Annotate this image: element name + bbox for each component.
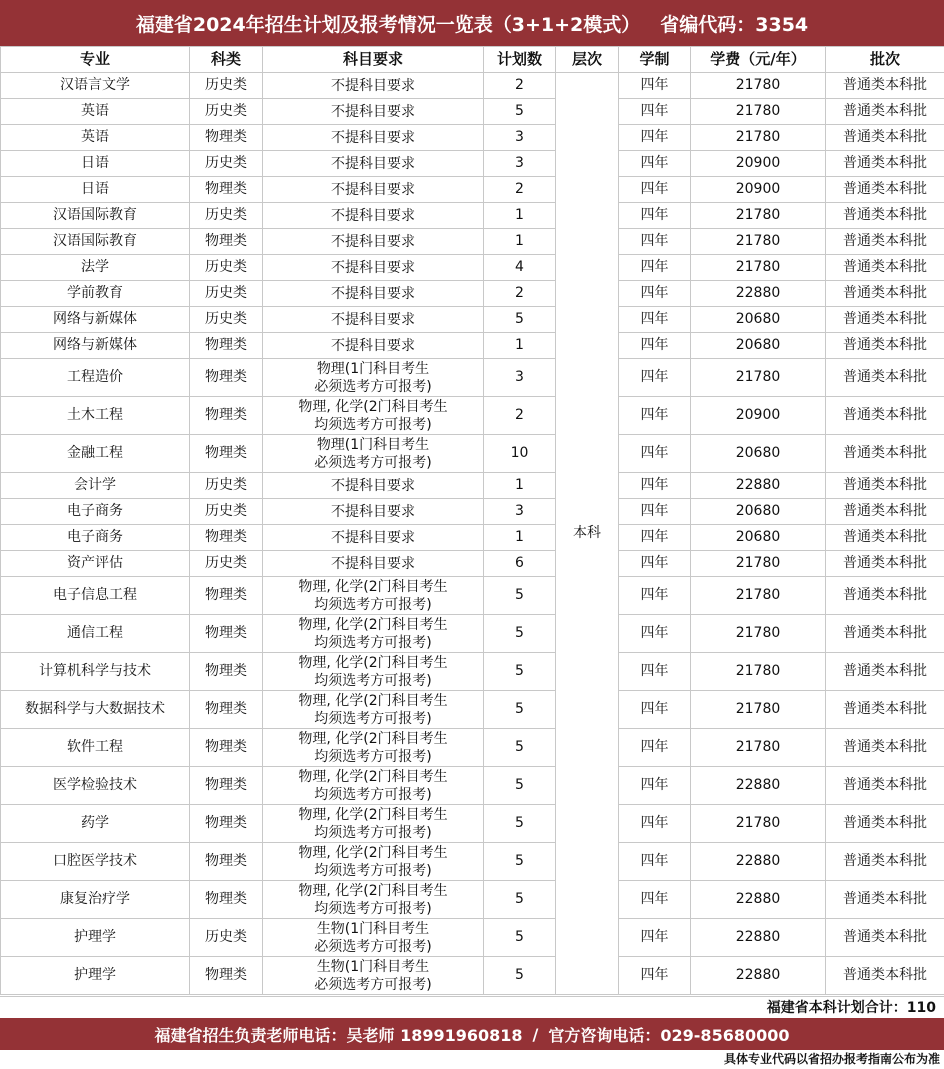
official-phone: 官方咨询电话：029-85680000 xyxy=(548,1025,790,1045)
requirement-line: 物理, 化学(2门科目考生 xyxy=(298,692,448,709)
cell-major: 电子商务 xyxy=(1,499,190,525)
table-row xyxy=(1,653,944,691)
cell-duration: 四年 xyxy=(619,881,691,919)
enrollment-plan-table xyxy=(0,46,944,995)
cell-plan-count: 5 xyxy=(484,957,556,995)
cell-category: 历史类 xyxy=(190,151,263,177)
requirement-line: 物理, 化学(2门科目考生 xyxy=(298,730,448,747)
cell-batch: 普通类本科批 xyxy=(826,281,944,307)
cell-major: 学前教育 xyxy=(1,281,190,307)
cell-tuition: 21780 xyxy=(691,359,826,397)
requirement-line: 生物(1门科目考生 xyxy=(316,920,430,937)
cell-subject-requirement xyxy=(263,435,484,473)
cell-duration: 四年 xyxy=(619,957,691,995)
cell-batch: 普通类本科批 xyxy=(826,229,944,255)
cell-tuition: 20680 xyxy=(691,333,826,359)
table-row xyxy=(1,767,944,805)
cell-category: 物理类 xyxy=(190,767,263,805)
cell-batch: 普通类本科批 xyxy=(826,73,944,99)
cell-tuition: 21780 xyxy=(691,653,826,691)
header-batch: 批次 xyxy=(826,47,944,73)
total-plan: 福建省本科计划合计：110 xyxy=(0,996,944,1018)
cell-category: 物理类 xyxy=(190,177,263,203)
table-row xyxy=(1,957,944,995)
cell-major: 土木工程 xyxy=(1,397,190,435)
cell-tuition: 21780 xyxy=(691,805,826,843)
cell-tuition: 21780 xyxy=(691,73,826,99)
cell-subject-requirement xyxy=(263,843,484,881)
header-plan-count: 计划数 xyxy=(484,47,556,73)
cell-category: 物理类 xyxy=(190,333,263,359)
requirement-line: 不提科目要求 xyxy=(331,503,415,520)
header-category: 科类 xyxy=(190,47,263,73)
cell-plan-count: 2 xyxy=(484,397,556,435)
cell-duration: 四年 xyxy=(619,125,691,151)
cell-category: 物理类 xyxy=(190,843,263,881)
requirement-line: 必须选考方可报考) xyxy=(314,454,432,471)
cell-batch: 普通类本科批 xyxy=(826,767,944,805)
cell-plan-count: 5 xyxy=(484,615,556,653)
cell-plan-count: 1 xyxy=(484,229,556,255)
cell-tuition: 21780 xyxy=(691,255,826,281)
cell-plan-count: 5 xyxy=(484,653,556,691)
cell-category: 物理类 xyxy=(190,957,263,995)
cell-subject-requirement xyxy=(263,73,484,99)
cell-tuition: 21780 xyxy=(691,99,826,125)
table-row xyxy=(1,397,944,435)
cell-subject-requirement xyxy=(263,281,484,307)
cell-plan-count: 5 xyxy=(484,691,556,729)
cell-major: 网络与新媒体 xyxy=(1,307,190,333)
cell-major: 网络与新媒体 xyxy=(1,333,190,359)
cell-subject-requirement xyxy=(263,99,484,125)
requirement-line: 不提科目要求 xyxy=(331,337,415,354)
cell-category: 历史类 xyxy=(190,281,263,307)
cell-subject-requirement xyxy=(263,177,484,203)
cell-batch: 普通类本科批 xyxy=(826,577,944,615)
requirement-line: 均须选考方可报考) xyxy=(314,786,432,803)
cell-category: 物理类 xyxy=(190,577,263,615)
requirement-line: 物理, 化学(2门科目考生 xyxy=(298,882,448,899)
province-code: 省编代码：3354 xyxy=(660,13,809,36)
table-row xyxy=(1,151,944,177)
cell-subject-requirement xyxy=(263,307,484,333)
cell-duration: 四年 xyxy=(619,255,691,281)
cell-tuition: 21780 xyxy=(691,615,826,653)
cell-category: 物理类 xyxy=(190,881,263,919)
cell-tuition: 20680 xyxy=(691,307,826,333)
cell-major: 软件工程 xyxy=(1,729,190,767)
requirement-line: 必须选考方可报考) xyxy=(314,378,432,395)
cell-batch: 普通类本科批 xyxy=(826,525,944,551)
cell-tuition: 20900 xyxy=(691,397,826,435)
cell-plan-count: 5 xyxy=(484,99,556,125)
requirement-line: 均须选考方可报考) xyxy=(314,416,432,433)
header-level: 层次 xyxy=(556,47,619,73)
table-row xyxy=(1,435,944,473)
cell-category: 物理类 xyxy=(190,729,263,767)
cell-duration: 四年 xyxy=(619,73,691,99)
requirement-line: 物理, 化学(2门科目考生 xyxy=(298,768,448,785)
cell-major: 资产评估 xyxy=(1,551,190,577)
requirement-line: 均须选考方可报考) xyxy=(314,862,432,879)
cell-tuition: 22880 xyxy=(691,473,826,499)
requirement-line: 均须选考方可报考) xyxy=(314,748,432,765)
cell-plan-count: 2 xyxy=(484,177,556,203)
table-body xyxy=(1,73,944,995)
table-row xyxy=(1,919,944,957)
table-row xyxy=(1,881,944,919)
cell-major: 日语 xyxy=(1,151,190,177)
cell-batch: 普通类本科批 xyxy=(826,151,944,177)
cell-plan-count: 2 xyxy=(484,73,556,99)
table-row xyxy=(1,203,944,229)
table-row xyxy=(1,229,944,255)
cell-tuition: 21780 xyxy=(691,125,826,151)
cell-plan-count: 3 xyxy=(484,125,556,151)
table-row xyxy=(1,281,944,307)
requirement-line: 不提科目要求 xyxy=(331,77,415,94)
requirement-line: 不提科目要求 xyxy=(331,155,415,172)
cell-subject-requirement xyxy=(263,653,484,691)
cell-duration: 四年 xyxy=(619,551,691,577)
table-row xyxy=(1,843,944,881)
cell-subject-requirement xyxy=(263,691,484,729)
cell-batch: 普通类本科批 xyxy=(826,435,944,473)
cell-plan-count: 4 xyxy=(484,255,556,281)
cell-duration: 四年 xyxy=(619,281,691,307)
cell-batch: 普通类本科批 xyxy=(826,551,944,577)
cell-duration: 四年 xyxy=(619,307,691,333)
requirement-line: 物理, 化学(2门科目考生 xyxy=(298,806,448,823)
cell-batch: 普通类本科批 xyxy=(826,615,944,653)
requirement-line: 均须选考方可报考) xyxy=(314,824,432,841)
cell-batch: 普通类本科批 xyxy=(826,473,944,499)
cell-plan-count: 1 xyxy=(484,203,556,229)
table-row xyxy=(1,525,944,551)
requirement-line: 均须选考方可报考) xyxy=(314,596,432,613)
cell-category: 物理类 xyxy=(190,359,263,397)
cell-category: 历史类 xyxy=(190,203,263,229)
cell-subject-requirement xyxy=(263,125,484,151)
cell-major: 金融工程 xyxy=(1,435,190,473)
cell-duration: 四年 xyxy=(619,577,691,615)
cell-duration: 四年 xyxy=(619,843,691,881)
table-row xyxy=(1,359,944,397)
cell-major: 工程造价 xyxy=(1,359,190,397)
cell-plan-count: 1 xyxy=(484,333,556,359)
cell-tuition: 22880 xyxy=(691,281,826,307)
cell-subject-requirement xyxy=(263,203,484,229)
table-row xyxy=(1,125,944,151)
cell-tuition: 21780 xyxy=(691,691,826,729)
cell-duration: 四年 xyxy=(619,435,691,473)
cell-duration: 四年 xyxy=(619,525,691,551)
requirement-line: 不提科目要求 xyxy=(331,555,415,572)
cell-subject-requirement xyxy=(263,881,484,919)
cell-duration: 四年 xyxy=(619,767,691,805)
header-duration: 学制 xyxy=(619,47,691,73)
cell-tuition: 21780 xyxy=(691,551,826,577)
requirement-line: 必须选考方可报考) xyxy=(314,976,432,993)
cell-level: 本科 xyxy=(556,73,619,995)
header-tuition: 学费（元/年） xyxy=(691,47,826,73)
cell-batch: 普通类本科批 xyxy=(826,805,944,843)
requirement-line: 物理(1门科目考生 xyxy=(316,436,430,453)
cell-category: 物理类 xyxy=(190,397,263,435)
requirement-line: 均须选考方可报考) xyxy=(314,634,432,651)
cell-plan-count: 5 xyxy=(484,307,556,333)
cell-batch: 普通类本科批 xyxy=(826,99,944,125)
page-title: 福建省2024年招生计划及报考情况一览表（3+1+2模式） xyxy=(135,13,641,36)
cell-duration: 四年 xyxy=(619,229,691,255)
requirement-line: 不提科目要求 xyxy=(331,207,415,224)
cell-duration: 四年 xyxy=(619,615,691,653)
cell-plan-count: 5 xyxy=(484,729,556,767)
cell-batch: 普通类本科批 xyxy=(826,203,944,229)
cell-duration: 四年 xyxy=(619,397,691,435)
cell-batch: 普通类本科批 xyxy=(826,881,944,919)
cell-category: 物理类 xyxy=(190,805,263,843)
cell-subject-requirement xyxy=(263,957,484,995)
cell-tuition: 21780 xyxy=(691,203,826,229)
cell-tuition: 21780 xyxy=(691,577,826,615)
cell-category: 历史类 xyxy=(190,99,263,125)
requirement-line: 均须选考方可报考) xyxy=(314,672,432,689)
cell-major: 医学检验技术 xyxy=(1,767,190,805)
cell-subject-requirement xyxy=(263,767,484,805)
cell-duration: 四年 xyxy=(619,919,691,957)
cell-major: 数据科学与大数据技术 xyxy=(1,691,190,729)
contact-banner xyxy=(0,1018,944,1050)
cell-category: 物理类 xyxy=(190,525,263,551)
cell-batch: 普通类本科批 xyxy=(826,307,944,333)
contact-separator: / xyxy=(532,1024,539,1044)
cell-batch: 普通类本科批 xyxy=(826,397,944,435)
cell-tuition: 22880 xyxy=(691,881,826,919)
cell-major: 会计学 xyxy=(1,473,190,499)
cell-plan-count: 2 xyxy=(484,281,556,307)
requirement-line: 不提科目要求 xyxy=(331,233,415,250)
table-row xyxy=(1,255,944,281)
cell-subject-requirement xyxy=(263,729,484,767)
footnote: 具体专业代码以省招办报考指南公布为准 xyxy=(723,1052,940,1066)
cell-tuition: 20680 xyxy=(691,525,826,551)
requirement-line: 必须选考方可报考) xyxy=(314,938,432,955)
table-row xyxy=(1,177,944,203)
cell-major: 法学 xyxy=(1,255,190,281)
cell-batch: 普通类本科批 xyxy=(826,499,944,525)
cell-plan-count: 5 xyxy=(484,805,556,843)
cell-category: 历史类 xyxy=(190,473,263,499)
cell-subject-requirement xyxy=(263,151,484,177)
cell-major: 日语 xyxy=(1,177,190,203)
cell-batch: 普通类本科批 xyxy=(826,653,944,691)
requirement-line: 均须选考方可报考) xyxy=(314,710,432,727)
cell-plan-count: 5 xyxy=(484,577,556,615)
table-row xyxy=(1,691,944,729)
requirement-line: 不提科目要求 xyxy=(331,181,415,198)
cell-duration: 四年 xyxy=(619,805,691,843)
cell-subject-requirement xyxy=(263,255,484,281)
cell-category: 历史类 xyxy=(190,551,263,577)
cell-category: 历史类 xyxy=(190,307,263,333)
cell-batch: 普通类本科批 xyxy=(826,729,944,767)
cell-major: 护理学 xyxy=(1,919,190,957)
cell-major: 电子信息工程 xyxy=(1,577,190,615)
cell-major: 康复治疗学 xyxy=(1,881,190,919)
teacher-phone: 福建省招生负责老师电话：吴老师 18991960818 xyxy=(154,1025,523,1045)
cell-plan-count: 5 xyxy=(484,919,556,957)
cell-duration: 四年 xyxy=(619,333,691,359)
table-row xyxy=(1,333,944,359)
requirement-line: 物理, 化学(2门科目考生 xyxy=(298,654,448,671)
cell-major: 口腔医学技术 xyxy=(1,843,190,881)
cell-tuition: 22880 xyxy=(691,919,826,957)
requirement-line: 不提科目要求 xyxy=(331,477,415,494)
cell-major: 药学 xyxy=(1,805,190,843)
requirement-line: 物理, 化学(2门科目考生 xyxy=(298,616,448,633)
cell-plan-count: 5 xyxy=(484,767,556,805)
cell-plan-count: 1 xyxy=(484,473,556,499)
table-header-row xyxy=(1,47,944,73)
cell-tuition: 20680 xyxy=(691,435,826,473)
cell-tuition: 22880 xyxy=(691,767,826,805)
cell-category: 历史类 xyxy=(190,255,263,281)
table-row xyxy=(1,551,944,577)
title-banner xyxy=(0,0,944,46)
cell-subject-requirement xyxy=(263,499,484,525)
cell-tuition: 22880 xyxy=(691,843,826,881)
requirement-line: 物理, 化学(2门科目考生 xyxy=(298,844,448,861)
cell-duration: 四年 xyxy=(619,499,691,525)
cell-major: 汉语国际教育 xyxy=(1,203,190,229)
cell-tuition: 20900 xyxy=(691,151,826,177)
cell-batch: 普通类本科批 xyxy=(826,177,944,203)
requirement-line: 不提科目要求 xyxy=(331,103,415,120)
cell-category: 物理类 xyxy=(190,615,263,653)
cell-tuition: 21780 xyxy=(691,729,826,767)
table-row xyxy=(1,499,944,525)
cell-subject-requirement xyxy=(263,359,484,397)
cell-subject-requirement xyxy=(263,397,484,435)
table-row xyxy=(1,729,944,767)
cell-batch: 普通类本科批 xyxy=(826,333,944,359)
cell-batch: 普通类本科批 xyxy=(826,919,944,957)
table-row xyxy=(1,805,944,843)
cell-subject-requirement xyxy=(263,333,484,359)
cell-duration: 四年 xyxy=(619,99,691,125)
cell-plan-count: 5 xyxy=(484,843,556,881)
cell-subject-requirement xyxy=(263,805,484,843)
requirement-line: 不提科目要求 xyxy=(331,259,415,276)
cell-duration: 四年 xyxy=(619,691,691,729)
cell-tuition: 21780 xyxy=(691,229,826,255)
cell-subject-requirement xyxy=(263,615,484,653)
cell-duration: 四年 xyxy=(619,653,691,691)
cell-major: 通信工程 xyxy=(1,615,190,653)
cell-plan-count: 3 xyxy=(484,151,556,177)
requirement-line: 物理(1门科目考生 xyxy=(316,360,430,377)
cell-duration: 四年 xyxy=(619,729,691,767)
requirement-line: 生物(1门科目考生 xyxy=(316,958,430,975)
cell-major: 英语 xyxy=(1,125,190,151)
table-row xyxy=(1,99,944,125)
requirement-line: 不提科目要求 xyxy=(331,129,415,146)
cell-batch: 普通类本科批 xyxy=(826,691,944,729)
cell-batch: 普通类本科批 xyxy=(826,359,944,397)
cell-plan-count: 5 xyxy=(484,881,556,919)
cell-batch: 普通类本科批 xyxy=(826,255,944,281)
requirement-line: 均须选考方可报考) xyxy=(314,900,432,917)
requirement-line: 物理, 化学(2门科目考生 xyxy=(298,578,448,595)
cell-batch: 普通类本科批 xyxy=(826,843,944,881)
cell-duration: 四年 xyxy=(619,359,691,397)
table-row xyxy=(1,73,944,99)
cell-subject-requirement xyxy=(263,551,484,577)
table-row xyxy=(1,473,944,499)
requirement-line: 不提科目要求 xyxy=(331,285,415,302)
cell-subject-requirement xyxy=(263,229,484,255)
cell-subject-requirement xyxy=(263,919,484,957)
requirement-line: 物理, 化学(2门科目考生 xyxy=(298,398,448,415)
cell-tuition: 20680 xyxy=(691,499,826,525)
table-row xyxy=(1,615,944,653)
cell-category: 物理类 xyxy=(190,435,263,473)
cell-tuition: 22880 xyxy=(691,957,826,995)
cell-duration: 四年 xyxy=(619,473,691,499)
cell-major: 英语 xyxy=(1,99,190,125)
cell-batch: 普通类本科批 xyxy=(826,957,944,995)
cell-plan-count: 1 xyxy=(484,525,556,551)
cell-major: 汉语言文学 xyxy=(1,73,190,99)
cell-plan-count: 3 xyxy=(484,359,556,397)
cell-category: 历史类 xyxy=(190,919,263,957)
cell-major: 护理学 xyxy=(1,957,190,995)
cell-subject-requirement xyxy=(263,525,484,551)
cell-plan-count: 6 xyxy=(484,551,556,577)
cell-subject-requirement xyxy=(263,473,484,499)
cell-category: 物理类 xyxy=(190,653,263,691)
cell-category: 历史类 xyxy=(190,499,263,525)
cell-category: 历史类 xyxy=(190,73,263,99)
cell-plan-count: 3 xyxy=(484,499,556,525)
cell-major: 计算机科学与技术 xyxy=(1,653,190,691)
cell-category: 物理类 xyxy=(190,691,263,729)
cell-duration: 四年 xyxy=(619,203,691,229)
cell-major: 电子商务 xyxy=(1,525,190,551)
cell-duration: 四年 xyxy=(619,177,691,203)
cell-plan-count: 10 xyxy=(484,435,556,473)
requirement-line: 不提科目要求 xyxy=(331,529,415,546)
cell-duration: 四年 xyxy=(619,151,691,177)
cell-tuition: 20900 xyxy=(691,177,826,203)
cell-category: 物理类 xyxy=(190,125,263,151)
cell-batch: 普通类本科批 xyxy=(826,125,944,151)
table-row xyxy=(1,307,944,333)
header-subject-requirement: 科目要求 xyxy=(263,47,484,73)
table-row xyxy=(1,577,944,615)
cell-subject-requirement xyxy=(263,577,484,615)
cell-category: 物理类 xyxy=(190,229,263,255)
requirement-line: 不提科目要求 xyxy=(331,311,415,328)
header-major: 专业 xyxy=(1,47,190,73)
cell-major: 汉语国际教育 xyxy=(1,229,190,255)
